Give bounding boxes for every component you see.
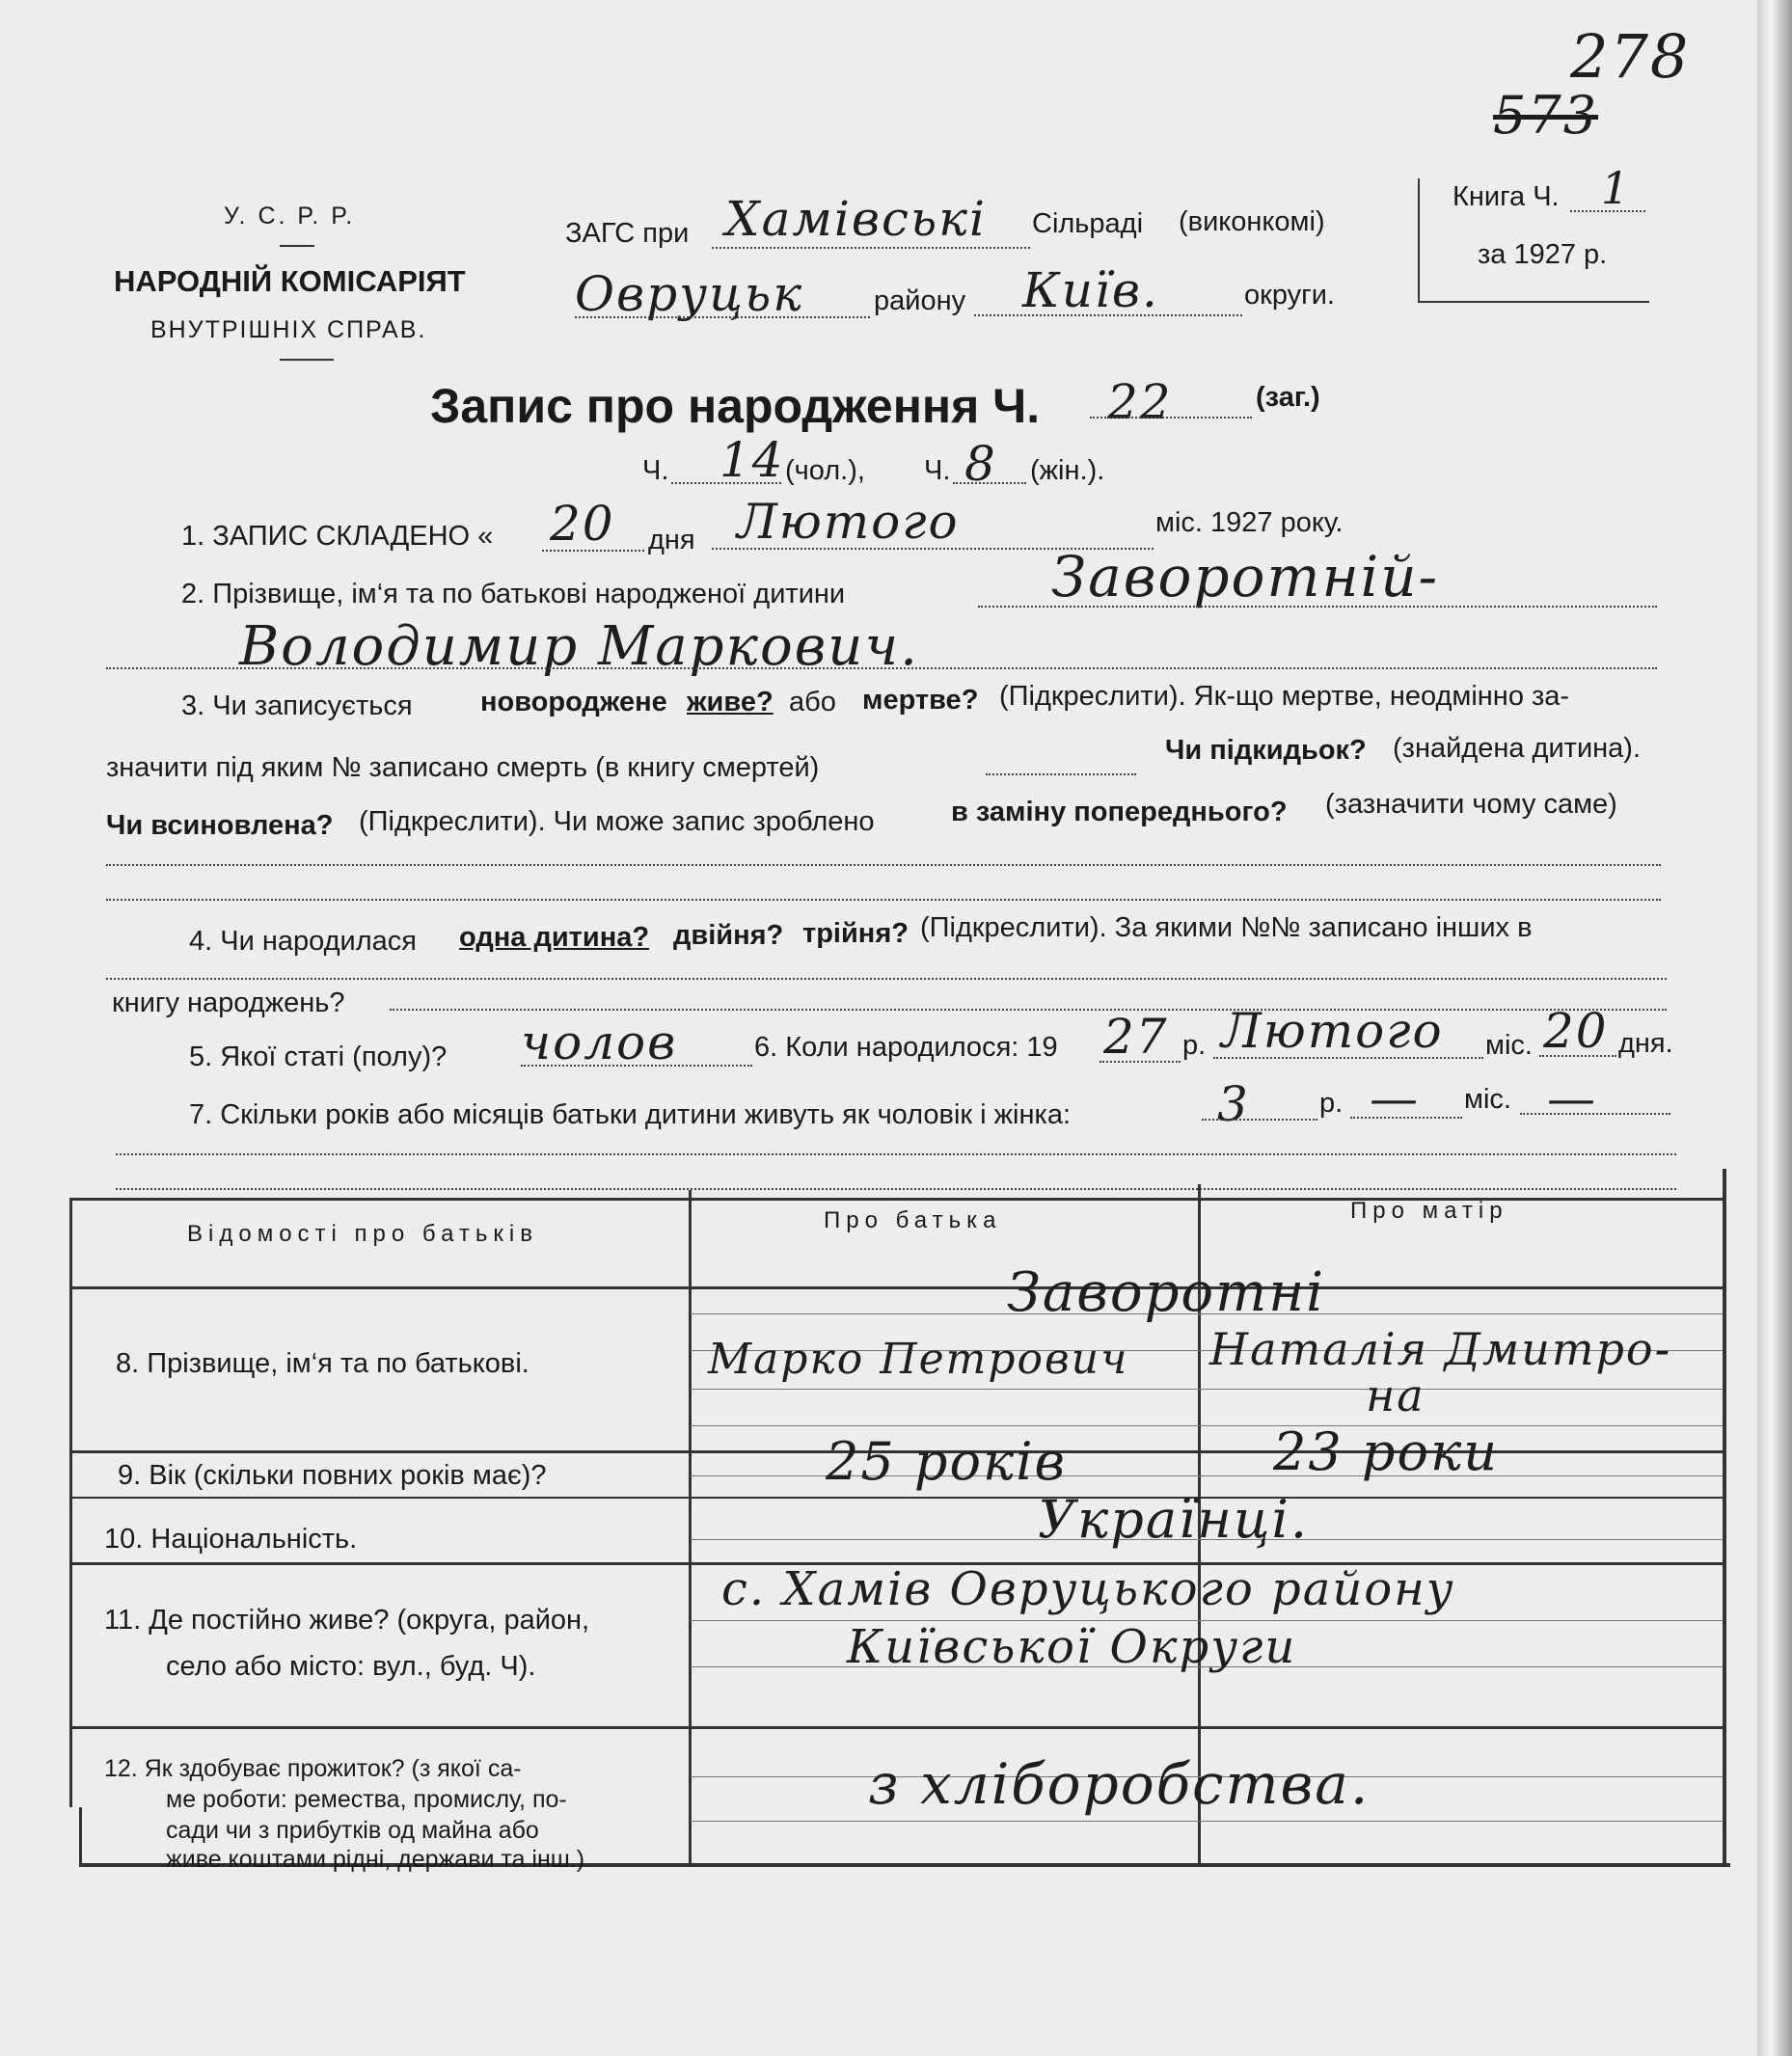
female-count-label: Ч. — [924, 455, 951, 486]
q7-dash: — — [1547, 1070, 1597, 1126]
q2-label: 2. Прізвище, ім‘я та по батькові народженої дитини — [181, 579, 846, 609]
archive-page-number: 278 — [1570, 21, 1691, 92]
q3-foundling: Чи підкидьок? — [1165, 735, 1367, 766]
row9-mother-age: 23 роки — [1273, 1421, 1499, 1482]
row12-label-cont1: ме роботи: ремества, промислу, по- — [166, 1786, 567, 1813]
q3-alive-underlined: живе? — [687, 687, 774, 717]
row9-label: 9. Вік (скільки повних років має)? — [118, 1460, 547, 1491]
q4-single-underlined: одна дитина? — [459, 922, 650, 953]
table-header-mother: Про матір — [1350, 1198, 1508, 1224]
book-box-border-bottom — [1418, 301, 1649, 303]
q3-label: 3. Чи записується — [181, 690, 413, 721]
q5-value: чолов — [521, 1014, 678, 1070]
ussr-label: У. С. Р. Р. — [224, 203, 356, 230]
child-name: Володимир Маркович. — [239, 615, 919, 678]
commissariat-name: НАРОДНІЙ КОМІСАРІЯТ — [114, 264, 466, 298]
q3-foundling-note: (знайдена дитина). — [1393, 733, 1642, 764]
q6-month-label: міс. — [1485, 1030, 1533, 1061]
q4-birth-book: книгу народжень? — [112, 987, 345, 1018]
q1-day: 20 — [550, 496, 615, 552]
row10-label: 10. Національність. — [104, 1524, 358, 1555]
male-count-value: 14 — [720, 432, 785, 488]
q5-label: 5. Якої статі (полу)? — [189, 1042, 448, 1072]
row8-mother-name: Наталія Дмитро- — [1209, 1323, 1672, 1375]
q7-months: — — [1370, 1070, 1420, 1126]
district-label: району — [874, 285, 966, 316]
row12-occupation: з хліборобства. — [868, 1751, 1371, 1817]
table-header-parents-info: Відомості про батьків — [187, 1221, 538, 1247]
book-year: за 1927 р. — [1478, 239, 1608, 270]
record-number: 22 — [1107, 374, 1173, 430]
row9-father-age: 25 років — [826, 1431, 1067, 1492]
row11-label: 11. Де постійно живе? (округа, район, — [104, 1605, 590, 1636]
row11-residence-cont: Київської Округи — [847, 1620, 1297, 1674]
q7-label: 7. Скільки років або місяців батьки дитини живуть як чоловік і жінка: — [189, 1099, 1072, 1130]
q3-instructions: (Підкреслити). Як-що мертве, неодмінно за- — [999, 681, 1570, 712]
row8-mother-name-end: на — [1366, 1369, 1425, 1421]
q4-instructions: (Підкреслити). За якими №№ записано інших в — [920, 912, 1533, 943]
q7-years: 3 — [1217, 1076, 1250, 1132]
q1-rest: міс. 1927 року. — [1155, 507, 1344, 538]
record-number-suffix: (заг.) — [1256, 382, 1320, 413]
page-edge-shadow — [1757, 0, 1792, 2056]
q3-death-number: значити під яким № записано смерть (в книгу смертей) — [106, 752, 820, 783]
q7-months-label: міс. — [1464, 1084, 1511, 1115]
q1-label: 1. ЗАПИС СКЛАДЕНО « — [181, 521, 494, 552]
q3-dead: мертве? — [862, 685, 979, 716]
female-count-value: 8 — [964, 436, 997, 492]
row10-nationality: Українці. — [1038, 1489, 1309, 1550]
q3-newborn: новороджене — [480, 687, 667, 717]
zags-council: Сільраді — [1032, 208, 1144, 239]
male-count-label: Ч. — [642, 455, 669, 486]
q3-replacement-question: (Підкреслити). Чи може запис зроблено — [359, 806, 875, 837]
female-count-suffix: (жін.). — [1030, 455, 1105, 486]
child-surname: Заворотній- — [1051, 544, 1440, 609]
q6-day-label: дня. — [1618, 1028, 1673, 1059]
table-header-father: Про батька — [824, 1207, 1002, 1233]
q3-or: або — [789, 687, 836, 717]
record-title: Запис про народження Ч. — [430, 379, 1041, 433]
okrug-value: Київ. — [1022, 262, 1159, 318]
district-value: Овруцьк — [575, 266, 804, 322]
ministry-name: ВНУТРІШНІХ СПРАВ. — [150, 316, 427, 343]
book-box-border — [1418, 178, 1420, 302]
archive-page-number-old: 573 — [1493, 85, 1599, 146]
q3-adopted: Чи всиновлена? — [106, 810, 334, 841]
row8-label: 8. Прізвище, ім‘я та по батькові. — [116, 1348, 529, 1379]
zags-prefix: ЗАГС при — [565, 218, 690, 249]
q6-year: 27 — [1103, 1009, 1169, 1065]
q6-year-label: р. — [1182, 1030, 1207, 1061]
q1-month: Лютого — [737, 494, 960, 550]
q3-replacement: в заміну попереднього? — [951, 797, 1288, 827]
row8-shared-surname: Заворотні — [1007, 1261, 1326, 1324]
q3-replacement-note: (зазначити чому саме) — [1325, 789, 1617, 820]
q4-label: 4. Чи народилася — [189, 926, 417, 957]
q4-twins: двійня? — [673, 920, 784, 951]
q4-triplets: трійня? — [802, 918, 909, 949]
q6-month: Лютого — [1221, 1003, 1444, 1059]
okrug-label: округи. — [1244, 280, 1335, 311]
row8-father-name: Марко Петрович — [708, 1335, 1129, 1384]
q7-years-label: р. — [1319, 1088, 1344, 1119]
q1-day-label: дня — [648, 525, 695, 555]
row12-label-cont2: сади чи з прибутків од майна або — [166, 1817, 539, 1844]
q6-day: 20 — [1543, 1003, 1609, 1059]
row11-residence: с. Хамів Овруцького району — [721, 1562, 1455, 1616]
q6-label: 6. Коли народилося: 19 — [754, 1032, 1058, 1063]
row12-label: 12. Як здобуває прожиток? (з якої са- — [104, 1755, 522, 1782]
row11-label-cont: село або місто: вул., буд. Ч). — [166, 1651, 536, 1682]
book-value: 1 — [1601, 162, 1632, 214]
book-label: Книга Ч. — [1453, 181, 1560, 212]
row12-label-cont3: живе коштами рідні, держави та інш.) — [166, 1846, 585, 1873]
zags-executive: (виконкомі) — [1179, 206, 1325, 237]
zags-village: Хамівські — [725, 191, 988, 247]
male-count-suffix: (чол.), — [785, 455, 865, 486]
